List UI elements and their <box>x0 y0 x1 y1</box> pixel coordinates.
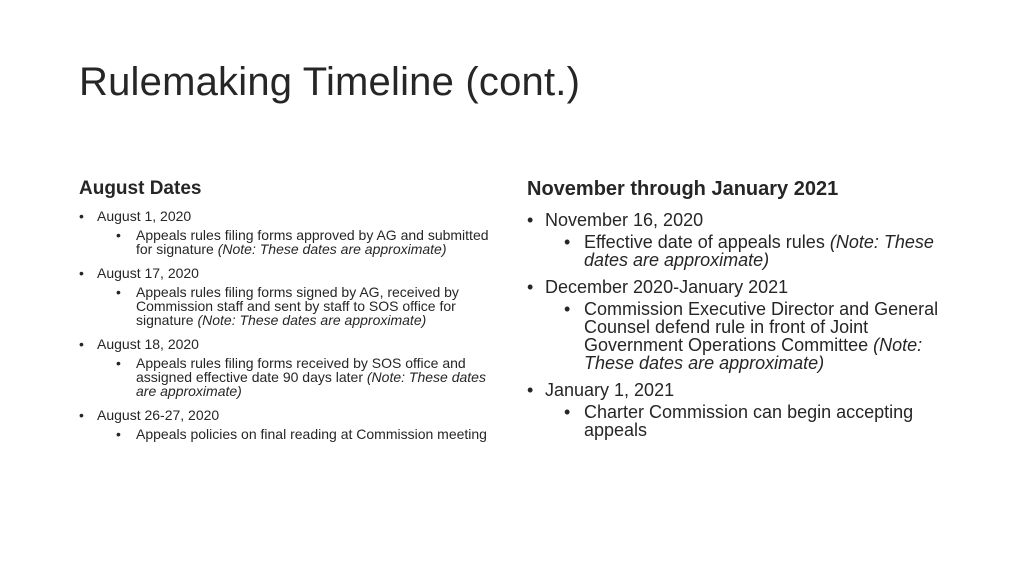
list-item <box>79 407 499 441</box>
sub-item-text: Effective date of appeals rules <box>584 232 830 252</box>
sub-item <box>116 427 499 441</box>
date-label: December 2020-January 2021 <box>545 277 789 297</box>
sub-item-note: (Note: These dates are approximate) <box>584 232 934 270</box>
sub-item <box>116 356 499 398</box>
sub-item-text: Appeals rules filing forms approved by AG and submitted for signature <box>136 227 489 257</box>
date-label: August 26-27, 2020 <box>97 407 220 423</box>
sub-item-text: Charter Commission can begin accepting appeals <box>584 402 914 440</box>
list-item <box>79 265 499 327</box>
sub-item-text: Appeals rules filing forms signed by AG, received by Commission staff and sent by staff to SOS office for signature <box>136 284 459 328</box>
sub-item <box>564 233 957 269</box>
date-label: January 1, 2021 <box>545 380 675 400</box>
sub-item-note: (Note: These dates are approximate) <box>217 241 447 257</box>
august-dates-heading: August Dates <box>79 178 202 199</box>
date-label: August 17, 2020 <box>97 265 199 281</box>
sub-item-text: Appeals policies on final reading at Commission meeting <box>136 426 487 442</box>
list-item <box>527 209 957 269</box>
sub-item <box>564 300 957 372</box>
november-january-list <box>527 209 957 439</box>
slide-title: Rulemaking Timeline (cont.) <box>79 60 581 104</box>
sub-item-text: Appeals rules filing forms received by SOS office and assigned effective date 90 days later <box>136 355 466 385</box>
sub-item-note: (Note: These dates are approximate) <box>197 312 427 328</box>
list-item <box>527 379 957 439</box>
date-label: August 18, 2020 <box>97 336 199 352</box>
november-january-column <box>527 178 957 446</box>
list-item <box>79 208 499 256</box>
november-january-heading: November through January 2021 <box>527 178 839 200</box>
date-label: November 16, 2020 <box>545 210 704 230</box>
list-item <box>79 336 499 398</box>
sub-item-note: (Note: These dates are approximate) <box>136 369 486 399</box>
sub-item-note: (Note: These dates are approximate) <box>584 335 923 373</box>
sub-item <box>564 403 957 439</box>
date-label: August 1, 2020 <box>97 208 192 224</box>
list-item <box>527 276 957 372</box>
august-dates-list <box>79 208 499 441</box>
sub-item-text: Commission Executive Director and General Counsel defend rule in front of Joint Government Operations Committee <box>584 299 939 355</box>
sub-item <box>116 228 499 256</box>
august-dates-column <box>79 178 499 450</box>
sub-item <box>116 285 499 327</box>
